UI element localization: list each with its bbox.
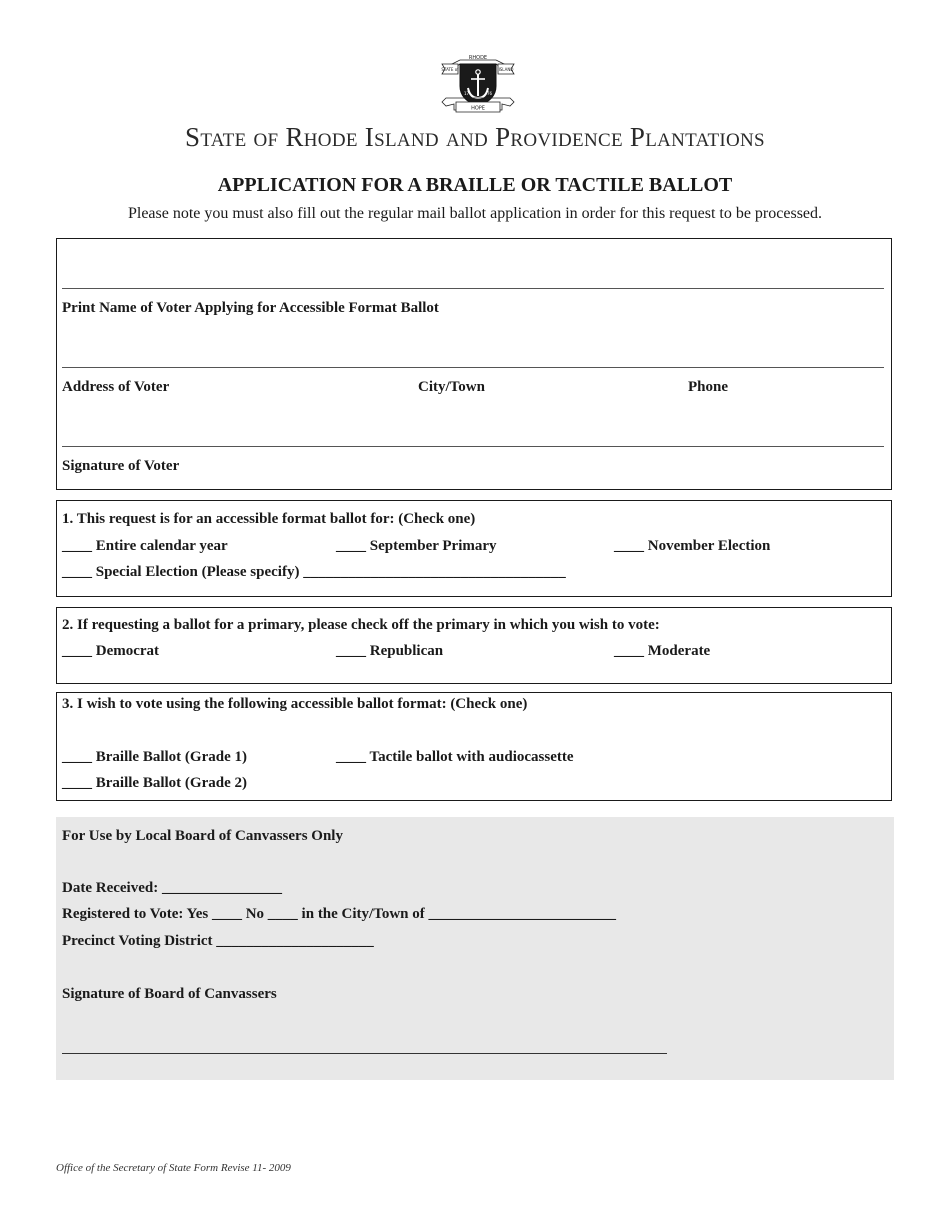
option-moderate[interactable]: ____ Moderate [614, 643, 711, 659]
option-braille-grade-1[interactable]: ____ Braille Ballot (Grade 1) [62, 749, 247, 765]
option-democrat[interactable]: ____ Democrat [62, 643, 160, 659]
voter-signature-label: Signature of Voter [62, 458, 180, 474]
seal-left-banner: STATE of [441, 67, 459, 72]
option-november-election[interactable]: ____ November Election [614, 538, 771, 554]
board-signature-line[interactable] [62, 1053, 667, 1054]
ballot-format-heading: 3. I wish to vote using the following accessible ballot format: (Check one) [62, 696, 528, 712]
registered-to-vote-field[interactable]: Registered to Vote: Yes ____ No ____ in the City/Town of _________________________ [62, 906, 617, 922]
ballot-period-heading: 1. This request is for an accessible format ballot for: (Check one) [62, 511, 476, 527]
option-republican[interactable]: ____ Republican [336, 643, 444, 659]
precinct-district-field[interactable]: Precinct Voting District _____________________ [62, 933, 374, 949]
city-town-label: City/Town [418, 379, 485, 395]
primary-party-heading: 2. If requesting a ballot for a primary, please check off the primary in which you wish to vote: [62, 617, 660, 633]
office-use-heading: For Use by Local Board of Canvassers Only [62, 828, 343, 844]
option-september-primary[interactable]: ____ September Primary [336, 538, 497, 554]
seal-bottom-banner: HOPE [471, 105, 485, 112]
voter-info-box [56, 238, 892, 490]
form-footer: Office of the Secretary of State Form Revise 11- 2009 [56, 1162, 291, 1174]
form-title: APPLICATION FOR A BRAILLE OR TACTILE BALLOT [217, 174, 733, 196]
option-tactile-audiocassette[interactable]: ____ Tactile ballot with audiocassette [336, 749, 574, 765]
rhode-island-seal-icon [440, 50, 516, 116]
state-title: State of Rhode Island and Providence Plantations [185, 122, 765, 152]
voter-name-label: Print Name of Voter Applying for Accessible Format Ballot [62, 300, 439, 316]
date-received-field[interactable]: Date Received: ________________ [62, 880, 282, 896]
voter-signature-line[interactable] [62, 446, 884, 447]
board-signature-label: Signature of Board of Canvassers [62, 986, 277, 1002]
seal-year-right: 76 [487, 91, 493, 96]
option-entire-calendar-year[interactable]: ____ Entire calendar year [62, 538, 228, 554]
seal-right-banner: ISLAND [498, 67, 514, 72]
seal-top-banner: RHODE [468, 55, 488, 61]
option-braille-grade-2[interactable]: ____ Braille Ballot (Grade 2) [62, 775, 247, 791]
seal-year-left: 17 [464, 91, 470, 96]
instruction-note: Please note you must also fill out the regular mail ballot application in order for this request to be processed. [127, 205, 823, 222]
voter-name-line[interactable] [62, 288, 884, 289]
voter-address-line[interactable] [62, 367, 884, 368]
option-special-election[interactable]: ____ Special Election (Please specify) ___________________________________ [62, 564, 566, 580]
phone-label: Phone [688, 379, 729, 395]
voter-address-label: Address of Voter [62, 379, 170, 395]
